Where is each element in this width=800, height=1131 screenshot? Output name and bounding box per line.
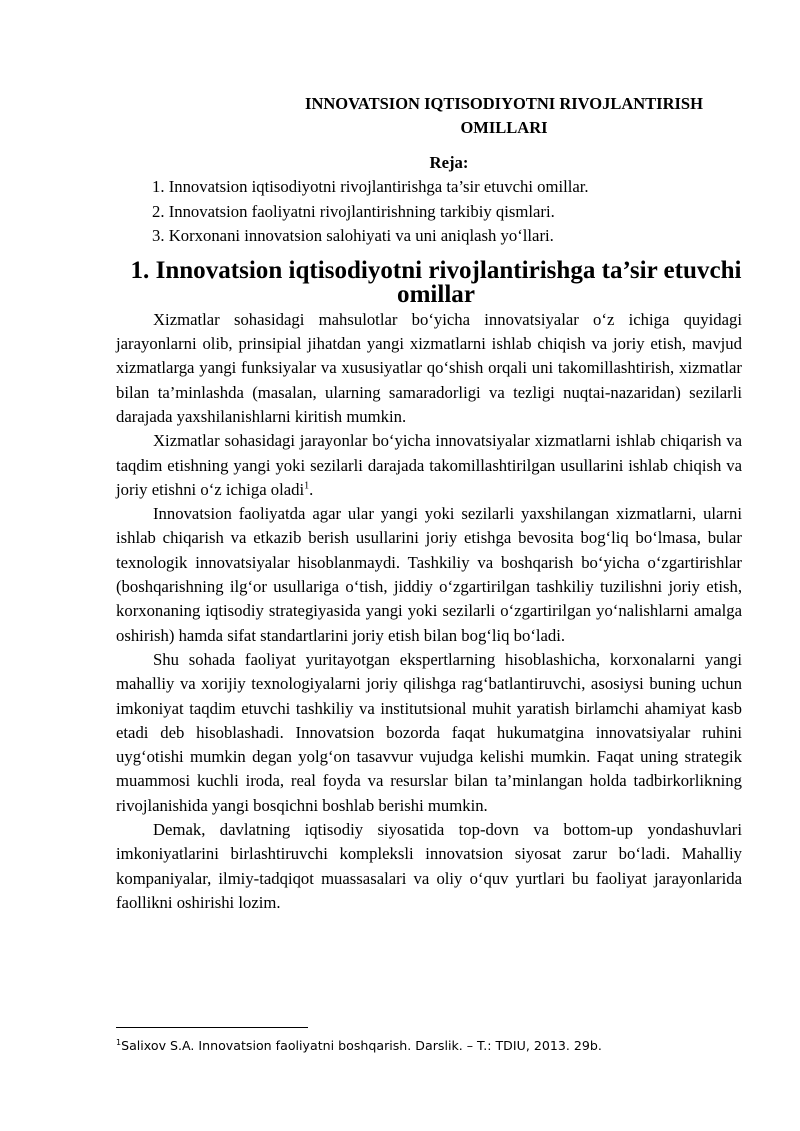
- document-page: [116, 92, 742, 915]
- paragraph-2-text: Xizmatlar sohasidagi jarayonlar bo‘yicha innovatsiyalar xizmatlarni ishlab chiqarish va taqdim etishning yangi yoki sezilarli darajada takomillashtirilgan usullarini ishlab chiqish va joriy etishni o‘z ichiga oladi: [116, 431, 742, 499]
- document-title: INNOVATSION IQTISODIYOTNI RIVOJLANTIRISH OMILLARI: [305, 94, 703, 137]
- plan-item-1: 1. Innovatsion iqtisodiyotni rivojlantirishga ta’sir etuvchi omillar.: [152, 177, 589, 197]
- paragraph-2-end: .: [309, 479, 314, 499]
- paragraph-1: Xizmatlar sohasidagi mahsulotlar bo‘yicha innovatsiyalar o‘z ichiga quyidagi jarayonlarni olib, prinsipial jihatdan yangi xizmatlarni ishlab chiqish va joriy etish, mavjud xizmatlarga yangi funksiyalar va xususiyatlar qo‘shish orqali uni takomillashtirish, xizmatlar bilan ta’minlashda (masalan, ularning samaradorligi va tezligi nuqtai-nazaridan) sezilarli darajada yaxshilanishlarni kiritish mumkin.: [116, 309, 742, 426]
- footnote-reference: 1: [304, 480, 310, 492]
- footnote: [116, 1037, 756, 1055]
- footnote-text: Salixov S.A. Innovatsion faoliyatni boshqarish. Darslik. – T.: TDIU, 2013. 29b.: [121, 1038, 602, 1053]
- plan-item-2: 2. Innovatsion faoliyatni rivojlantirishning tarkibiy qismlari.: [152, 201, 555, 221]
- paragraph-2: [116, 429, 742, 502]
- paragraph-5: Demak, davlatning iqtisodiy siyosatida top-dovn va bottom-up yondashuvlari imkoniyatlarini birlashtiruvchi kompleksli innovatsion siyosat zarur bo‘ladi. Mahalliy kompaniyalar, ilmiy-tadqiqot muassasalari va oliy o‘quv yurtlari bu faoliyat jarayonlarida faollikni oshirishi lozim.: [116, 820, 742, 912]
- paragraph-4: Shu sohada faoliyat yuritayotgan ekspertlarning hisoblashicha, korxonalarni yangi mahalliy va xorijiy texnologiyalarni joriy qilishga rag‘batlantiruvchi, asosiysi buning uchun imkoniyat taqdim etuvchi tashkiliy va institutsional muhit yaratish birlamchi ahamiyat kasb etadi deb hisoblashadi. Innovatsion bozorda faqat hukumatgina innovatsiyalar ruhini uyg‘otishi mumkin degan yolg‘on tasavvur vujudga kelishi mumkin. Faqat uning strategik muammosi kuchli iroda, real foyda va resurslar bilan ta’minlangan holda tadbirkorlikning rivojlanishida yangi bosqichni boshlab berishi mumkin.: [116, 649, 742, 815]
- plan-heading: Reja:: [429, 153, 469, 172]
- footnote-number: 1: [116, 1037, 122, 1047]
- plan-item-3: 3. Korxonani innovatsion salohiyati va uni aniqlash yo‘llari.: [152, 225, 554, 245]
- section-heading: 1. Innovatsion iqtisodiyotni rivojlantirishga ta’sir etuvchi omillar: [130, 257, 742, 309]
- footnote-divider: [116, 1027, 308, 1028]
- paragraph-3: Innovatsion faoliyatda agar ular yangi yoki sezilarli yaxshilangan xizmatlarni, ularni ishlab chiqarish va etkazib berish usullarini joriy etishga bevosita bog‘liq bo‘lmasa, bular texnologik innovatsiyalar hisoblanmaydi. Tashkiliy va boshqarish bo‘yicha o‘zgartirishlar (boshqarishning ilg‘or usullariga o‘tish, jiddiy o‘zgartirilgan tashkiliy tuzilishni joriy etish, korxonaning iqtisodiy strategiyasida yangi yoki sezilarli o‘zgartirilgan yo‘nalishlarni amalga oshirish) hamda sifat standartlarini joriy etish bilan bog‘liq bo‘ladi.: [116, 504, 742, 645]
- plan-list: [116, 175, 742, 248]
